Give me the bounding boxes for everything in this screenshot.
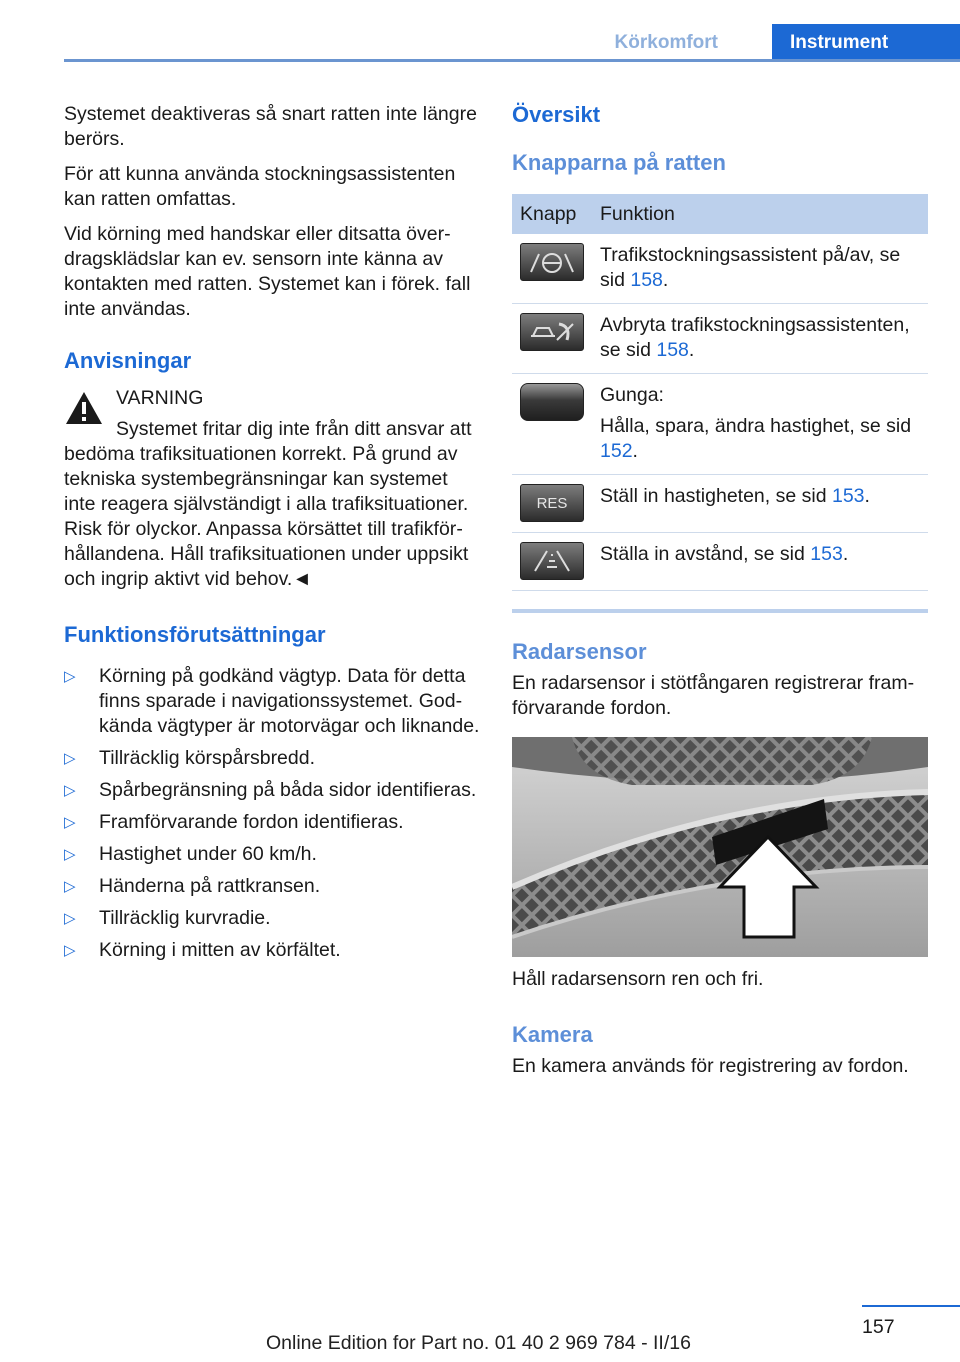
paragraph: Systemet deaktiveras så snart ratten inte längre berörs.	[64, 103, 477, 150]
bullet-triangle-icon: ▷	[64, 846, 76, 863]
res-button-icon: RES	[520, 484, 584, 522]
table-row: Gunga: Hålla, spara, ändra hastighet, se sid 152.	[512, 374, 928, 475]
page-header	[64, 24, 960, 62]
list-item: ▷ Hastighet under 60 km/h.	[64, 843, 317, 865]
paragraph: En radarsensor i stötfångaren registrerar framförvarande fordon.	[512, 672, 915, 719]
bullet-triangle-icon: ▷	[64, 942, 76, 959]
paragraph: Håll radarsensorn ren och fri.	[512, 968, 764, 990]
list-item: ▷ Händerna på rattkransen.	[64, 875, 321, 897]
tab-korkomfort[interactable]: Körkomfort	[614, 32, 718, 53]
page-link[interactable]: 152	[600, 440, 633, 462]
footer-edition: Online Edition for Part no. 01 40 2 969 784 - II/16	[266, 1332, 691, 1354]
page-link[interactable]: 158	[656, 339, 689, 361]
heading-anvisningar: Anvisningar	[64, 348, 192, 373]
bullet-triangle-icon: ▷	[64, 910, 76, 927]
bullet-triangle-icon: ▷	[64, 782, 76, 799]
heading-radarsensor: Radarsensor	[512, 639, 647, 664]
list-item: ▷ Framförvarande fordon identifieras.	[64, 811, 404, 833]
list-item: ▷ Tillräcklig kurvradie.	[64, 907, 271, 929]
paragraph: Vid körning med handskar eller ditsatta överdragsklädslar kan ev. sensorn inte känna av kontakten med ratten. Systemet kan i förek. fall inte användas.	[64, 223, 471, 320]
heading-funktionsforutsattningar: Funktionsförutsättningar	[64, 622, 326, 647]
column-header: Funktion	[592, 194, 928, 234]
tab-instrument[interactable]: Instrument	[772, 24, 960, 62]
footer-rule	[862, 1305, 960, 1307]
left-column	[64, 102, 482, 970]
list-item: ▷ Spårbegränsning på båda sidor identifieras.	[64, 779, 477, 801]
bullet-triangle-icon: ▷	[64, 878, 76, 895]
heading-kamera: Kamera	[512, 1022, 593, 1047]
radar-sensor-photo	[512, 737, 928, 957]
warning-title: VARNING	[116, 387, 204, 409]
button-table	[512, 194, 928, 591]
cancel-assistant-icon	[520, 313, 584, 351]
page-link[interactable]: 158	[630, 269, 663, 291]
list-item: ▷ Körning i mitten av körfältet.	[64, 939, 341, 961]
requirements-list	[64, 664, 482, 963]
paragraph: En kamera används för registrering av fordon.	[512, 1055, 909, 1077]
rocker-switch-icon	[520, 383, 584, 421]
column-header: Knapp	[512, 194, 592, 234]
traffic-jam-assistant-icon	[520, 243, 584, 281]
table-header-row	[512, 194, 928, 234]
table-row: Trafikstockningsassistent på/av, se sid 158.	[512, 234, 928, 304]
page-number: 157	[862, 1316, 895, 1338]
page-link[interactable]: 153	[810, 543, 843, 565]
warning-triangle-icon	[64, 390, 104, 426]
heading-oversikt: Översikt	[512, 102, 601, 127]
page-link[interactable]: 153	[831, 485, 865, 507]
table-end-rule	[512, 609, 928, 613]
bullet-triangle-icon: ▷	[64, 814, 76, 831]
warning-text: Systemet fritar dig inte från ditt ansvar att bedöma trafiksituationen korrekt. På grund av tekniska systembegränsningar kan systemet inte reagera självständigt i alla trafiksituationer. Risk för olyckor. Anpassa körsättet till trafikförhållandena. Håll trafiksituationen under uppsikt och ingrip aktivt vid behov.◄	[64, 418, 472, 590]
bullet-triangle-icon: ▷	[64, 750, 76, 767]
right-column	[512, 102, 928, 1089]
header-rule	[64, 59, 960, 62]
distance-icon	[520, 542, 584, 580]
warning-box	[64, 386, 482, 592]
table-row: RES Ställ in hastigheten, se sid 153.	[512, 475, 928, 533]
paragraph: För att kunna använda stockningsassistenten kan ratten omfattas.	[64, 163, 456, 210]
heading-knapparna: Knapparna på ratten	[512, 150, 726, 175]
list-item: ▷ Tillräcklig körspårsbredd.	[64, 747, 316, 769]
table-row: Avbryta trafikstockningsassistenten, se sid 158.	[512, 304, 928, 374]
list-item: ▷ Körning på godkänd vägtyp. Data för detta finns sparade i navigationssystemet. Godkända vägtyper är motorvägar och liknande.	[64, 665, 480, 737]
bullet-triangle-icon: ▷	[64, 668, 76, 685]
table-row: Ställa in avstånd, se sid 153.	[512, 533, 928, 591]
